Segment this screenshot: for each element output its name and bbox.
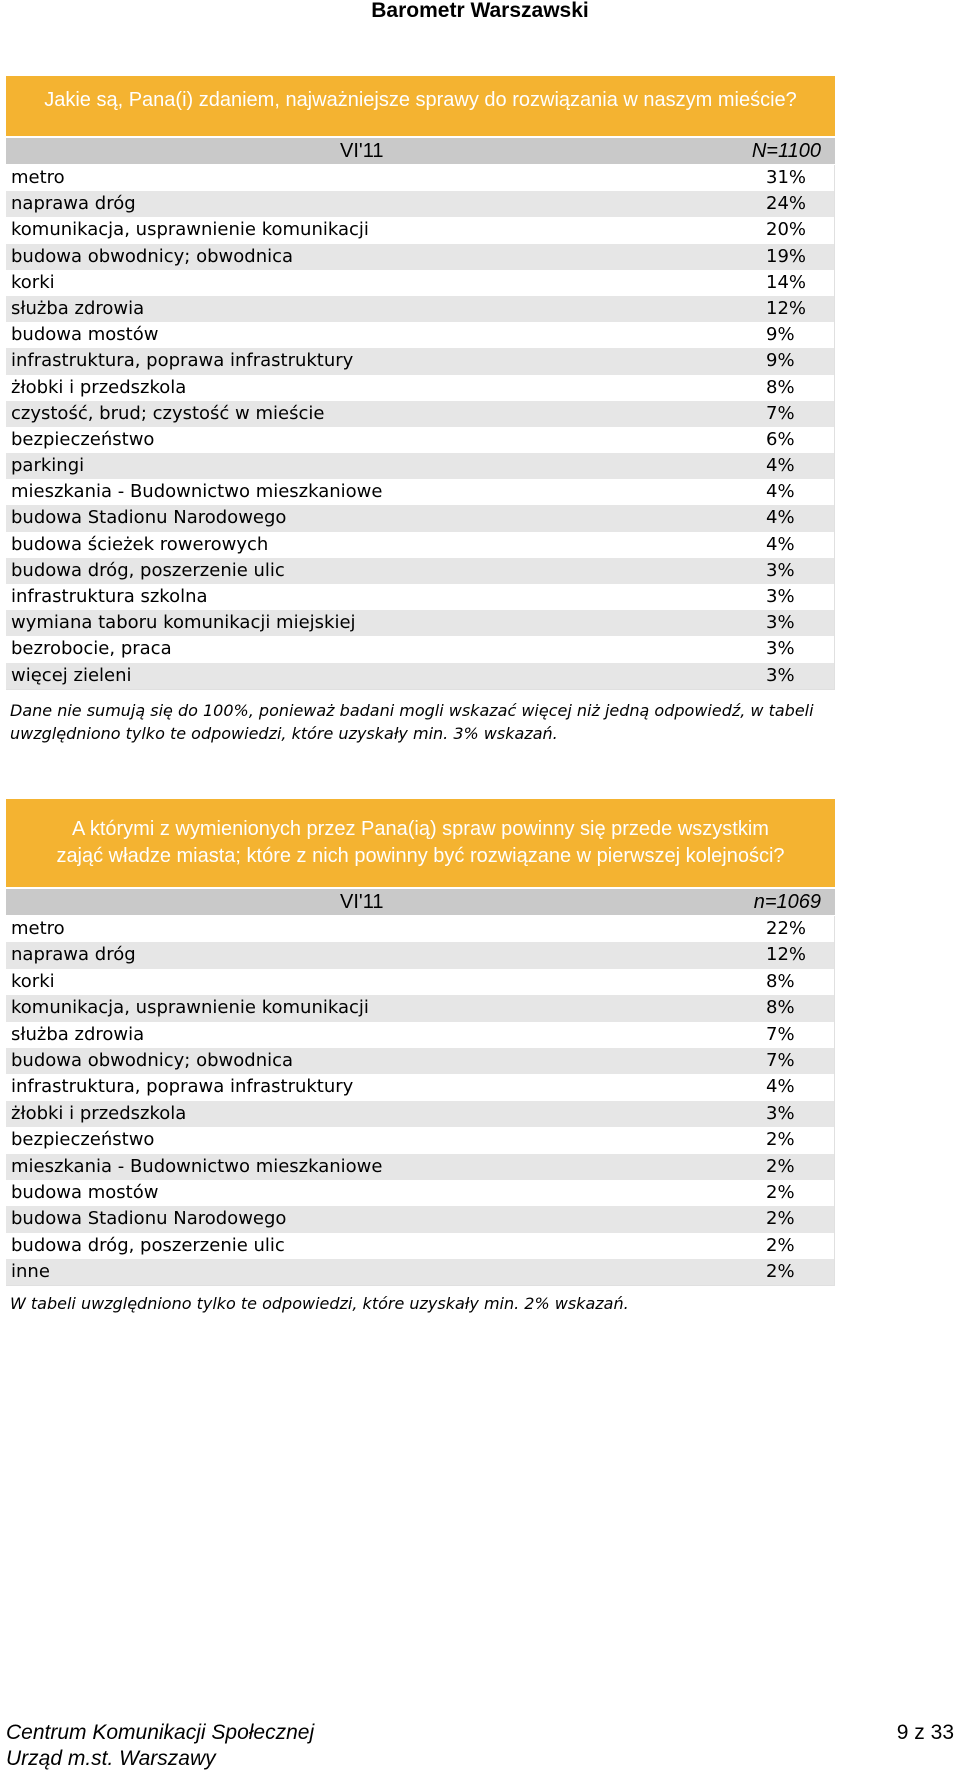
row-label: budowa dróg, poszerzenie ulic bbox=[11, 559, 285, 581]
row-value: 7% bbox=[766, 1023, 795, 1045]
table-row bbox=[6, 610, 834, 636]
row-value: 19% bbox=[766, 245, 807, 267]
row-label: inne bbox=[11, 1261, 50, 1283]
row-value: 3% bbox=[766, 638, 795, 660]
row-label: parkingi bbox=[11, 455, 85, 477]
row-label: bezrobocie, praca bbox=[11, 638, 172, 660]
table-row bbox=[6, 636, 834, 662]
row-value: 4% bbox=[766, 481, 795, 503]
row-label: budowa obwodnicy; obwodnica bbox=[11, 245, 294, 267]
column-header bbox=[6, 138, 835, 165]
sample-size: N=1100 bbox=[751, 140, 821, 162]
row-label: budowa Stadionu Narodowego bbox=[11, 1208, 287, 1230]
row-value: 2% bbox=[766, 1208, 795, 1230]
row-label: infrastruktura szkolna bbox=[11, 586, 208, 607]
table-row bbox=[6, 1048, 834, 1074]
row-label: żłobki i przedszkola bbox=[11, 376, 187, 398]
row-label: bezpieczeństwo bbox=[11, 1129, 155, 1151]
table-row bbox=[6, 942, 834, 968]
row-label: infrastruktura, poprawa infrastruktury bbox=[11, 1076, 354, 1098]
row-value: 7% bbox=[766, 402, 795, 424]
row-value: 2% bbox=[766, 1181, 795, 1203]
question-line: A którymi z wymienionych przez Pana(ią) spraw powinny się przede wszystkim bbox=[72, 818, 769, 840]
row-label: naprawa dróg bbox=[11, 944, 136, 966]
row-label: korki bbox=[11, 271, 55, 293]
row-label: budowa Stadionu Narodowego bbox=[11, 507, 287, 529]
row-value: 3% bbox=[766, 1102, 795, 1124]
row-label: więcej zieleni bbox=[11, 664, 132, 686]
row-label: czystość, brud; czystość w mieście bbox=[11, 402, 325, 424]
table-row bbox=[6, 532, 834, 558]
row-label: infrastruktura, poprawa infrastruktury bbox=[11, 350, 354, 372]
row-value: 3% bbox=[766, 664, 795, 686]
table-row bbox=[6, 505, 834, 531]
table-row bbox=[6, 348, 834, 374]
row-value: 12% bbox=[766, 297, 807, 319]
table-note-line: Dane nie sumują się do 100%, ponieważ badani mogli wskazać więcej niż jedną odpowiedź, w tabeli bbox=[10, 700, 814, 720]
question-header bbox=[6, 799, 835, 889]
row-value: 3% bbox=[766, 559, 795, 581]
table-body bbox=[6, 916, 834, 1285]
footer-organization bbox=[6, 1720, 314, 1772]
table-body bbox=[6, 165, 834, 689]
table-note: W tabeli uwzględniono tylko te odpowiedzi, które uzyskały min. 2% wskazań. bbox=[10, 1294, 629, 1314]
row-label: metro bbox=[11, 167, 65, 188]
table-row bbox=[6, 479, 834, 505]
table-row bbox=[6, 165, 834, 191]
row-label: bezpieczeństwo bbox=[11, 428, 155, 450]
row-label: budowa obwodnicy; obwodnica bbox=[11, 1049, 294, 1071]
row-label: służba zdrowia bbox=[11, 297, 145, 319]
row-value: 2% bbox=[766, 1261, 795, 1283]
table-row bbox=[6, 995, 834, 1021]
table-row bbox=[6, 1259, 834, 1285]
row-label: korki bbox=[11, 970, 55, 992]
page-separator: z bbox=[914, 1721, 925, 1744]
table-row bbox=[6, 401, 834, 427]
wave-label: VI'11 bbox=[340, 891, 384, 913]
page-title: Barometr Warszawski bbox=[371, 0, 589, 22]
row-value: 4% bbox=[766, 533, 795, 555]
row-label: żłobki i przedszkola bbox=[11, 1102, 187, 1124]
page-total: 33 bbox=[930, 1721, 954, 1744]
row-label: budowa dróg, poszerzenie ulic bbox=[11, 1234, 285, 1256]
row-label: budowa ścieżek rowerowych bbox=[11, 533, 269, 555]
table-row bbox=[6, 453, 834, 479]
row-value: 8% bbox=[766, 970, 795, 992]
page-current: 9 bbox=[896, 1721, 909, 1744]
row-value: 2% bbox=[766, 1155, 795, 1177]
question-header: Jakie są, Pana(i) zdaniem, najważniejsze sprawy do rozwiązania w naszym mieście? bbox=[6, 76, 835, 138]
table-row bbox=[6, 191, 834, 217]
row-value: 22% bbox=[766, 918, 807, 939]
row-label: mieszkania - Budownictwo mieszkaniowe bbox=[11, 481, 383, 503]
question-line: zająć władze miasta; które z nich powinny być rozwiązane w pierwszej kolejności? bbox=[56, 845, 785, 867]
row-value: 2% bbox=[766, 1129, 795, 1151]
row-label: komunikacja, usprawnienie komunikacji bbox=[11, 997, 369, 1019]
table-row bbox=[6, 1233, 834, 1259]
row-value: 20% bbox=[766, 219, 807, 241]
sample-size: n=1069 bbox=[753, 891, 821, 913]
table-row bbox=[6, 916, 834, 942]
row-value: 31% bbox=[766, 167, 807, 188]
table-row bbox=[6, 1206, 834, 1232]
row-value: 12% bbox=[766, 944, 807, 966]
row-label: metro bbox=[11, 918, 65, 939]
row-value: 6% bbox=[766, 428, 795, 450]
table-row bbox=[6, 1101, 834, 1127]
row-value: 9% bbox=[766, 350, 795, 372]
table-row bbox=[6, 969, 834, 995]
row-label: budowa mostów bbox=[11, 1181, 159, 1203]
row-label: komunikacja, usprawnienie komunikacji bbox=[11, 219, 369, 241]
table-row bbox=[6, 375, 834, 401]
table-row bbox=[6, 663, 834, 689]
row-value: 24% bbox=[766, 193, 807, 215]
footer-org-line: Centrum Komunikacji Społecznej bbox=[6, 1721, 315, 1744]
table-important-issues bbox=[6, 76, 835, 745]
table-note bbox=[6, 699, 835, 745]
table-row bbox=[6, 1074, 834, 1100]
table-row bbox=[6, 322, 834, 348]
table-priority-issues bbox=[6, 799, 835, 1315]
row-label: wymiana taboru komunikacji miejskiej bbox=[11, 612, 356, 634]
table-row bbox=[6, 296, 834, 322]
table-row bbox=[6, 1127, 834, 1153]
footer-org-line: Urząd m.st. Warszawy bbox=[6, 1747, 216, 1770]
row-value: 4% bbox=[766, 455, 795, 477]
row-value: 9% bbox=[766, 324, 795, 346]
table-row bbox=[6, 1180, 834, 1206]
row-label: służba zdrowia bbox=[11, 1023, 145, 1045]
table-row bbox=[6, 217, 834, 243]
table-row bbox=[6, 558, 834, 584]
row-value: 3% bbox=[766, 612, 795, 634]
row-value: 3% bbox=[766, 586, 795, 607]
table-row bbox=[6, 270, 834, 296]
row-value: 8% bbox=[766, 997, 795, 1019]
row-value: 7% bbox=[766, 1049, 795, 1071]
row-label: naprawa dróg bbox=[11, 193, 136, 215]
table-row bbox=[6, 1154, 834, 1180]
table-row bbox=[6, 584, 834, 610]
row-value: 4% bbox=[766, 1076, 795, 1098]
wave-label: VI'11 bbox=[340, 140, 384, 162]
row-label: budowa mostów bbox=[11, 324, 159, 346]
column-header bbox=[6, 889, 835, 916]
table-row bbox=[6, 427, 834, 453]
row-value: 8% bbox=[766, 376, 795, 398]
table-row bbox=[6, 1022, 834, 1048]
page-number bbox=[897, 1719, 954, 1747]
row-label: mieszkania - Budownictwo mieszkaniowe bbox=[11, 1155, 383, 1177]
row-value: 4% bbox=[766, 507, 795, 529]
table-note-line: uwzględniono tylko te odpowiedzi, które uzyskały min. 3% wskazań. bbox=[10, 723, 558, 743]
table-row bbox=[6, 244, 834, 270]
row-value: 2% bbox=[766, 1234, 795, 1256]
row-value: 14% bbox=[766, 271, 807, 293]
